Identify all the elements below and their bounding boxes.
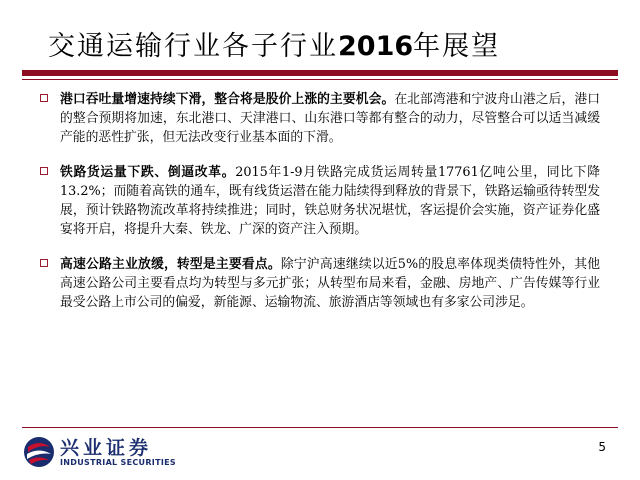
square-bullet-icon [40, 167, 48, 175]
bullet-lead: 高速公路主业放缓，转型是主要看点。 [60, 257, 281, 272]
logo-name-cn: 兴业证券 [60, 437, 153, 459]
title-prefix: 交通运输行业各子行业 [48, 31, 338, 62]
bullet-lead: 港口吞吐量增速持续下滑，整合将是股价上涨的主要机会。 [60, 92, 395, 107]
bullet-railway [40, 163, 600, 239]
bullet-lead: 铁路货运量下跌、倒逼改革。 [60, 165, 236, 180]
title-divider-thick [22, 70, 618, 76]
company-logo [22, 433, 202, 473]
title-divider-thin [22, 79, 618, 80]
bullet-ports [40, 90, 600, 147]
bullet-highway [40, 255, 600, 312]
logo-name-en: INDUSTRIAL SECURITIES [60, 458, 176, 467]
square-bullet-icon [40, 259, 48, 267]
page-number: 5 [598, 440, 606, 454]
slide-title [48, 24, 500, 63]
bullet-list [40, 90, 600, 328]
title-suffix: 年展望 [413, 31, 501, 62]
bullet-body: 除宁沪高速继续以近5%的股息率体现类债特性外，其他高速公路公司主要看点均为转型与多元扩张；从转型布局来看，金融、房地产、广告传媒等行业最受公路上市公司的偏爱，新能源、运输物流、旅游酒店等领域也有多家公司涉足。 [60, 257, 600, 310]
footer-divider [22, 427, 618, 428]
square-bullet-icon [40, 94, 48, 102]
logo-emblem-icon [22, 435, 56, 469]
title-year: 2016 [338, 31, 414, 62]
bullet-body: 在北部湾港和宁波舟山港之后，港口的整合预期将加速，东北港口、天津港口、山东港口等都有整合的动力，尽管整合可以适当减缓产能的恶性扩张，但无法改变行业基本面的下滑。 [60, 92, 601, 145]
bullet-body: 2015年1-9月铁路完成货运周转量17761亿吨公里，同比下降13.2%；而随着高铁的通车，既有线货运潜在能力陆续得到释放的背景下，铁路运输亟待转型发展，预计铁路物流改革将持续推进；同时，铁总财务状况堪忧，客运提价会实施，资产证券化盛宴将开启，将提升大秦、铁龙、广深的资产注入预期。 [60, 165, 601, 237]
